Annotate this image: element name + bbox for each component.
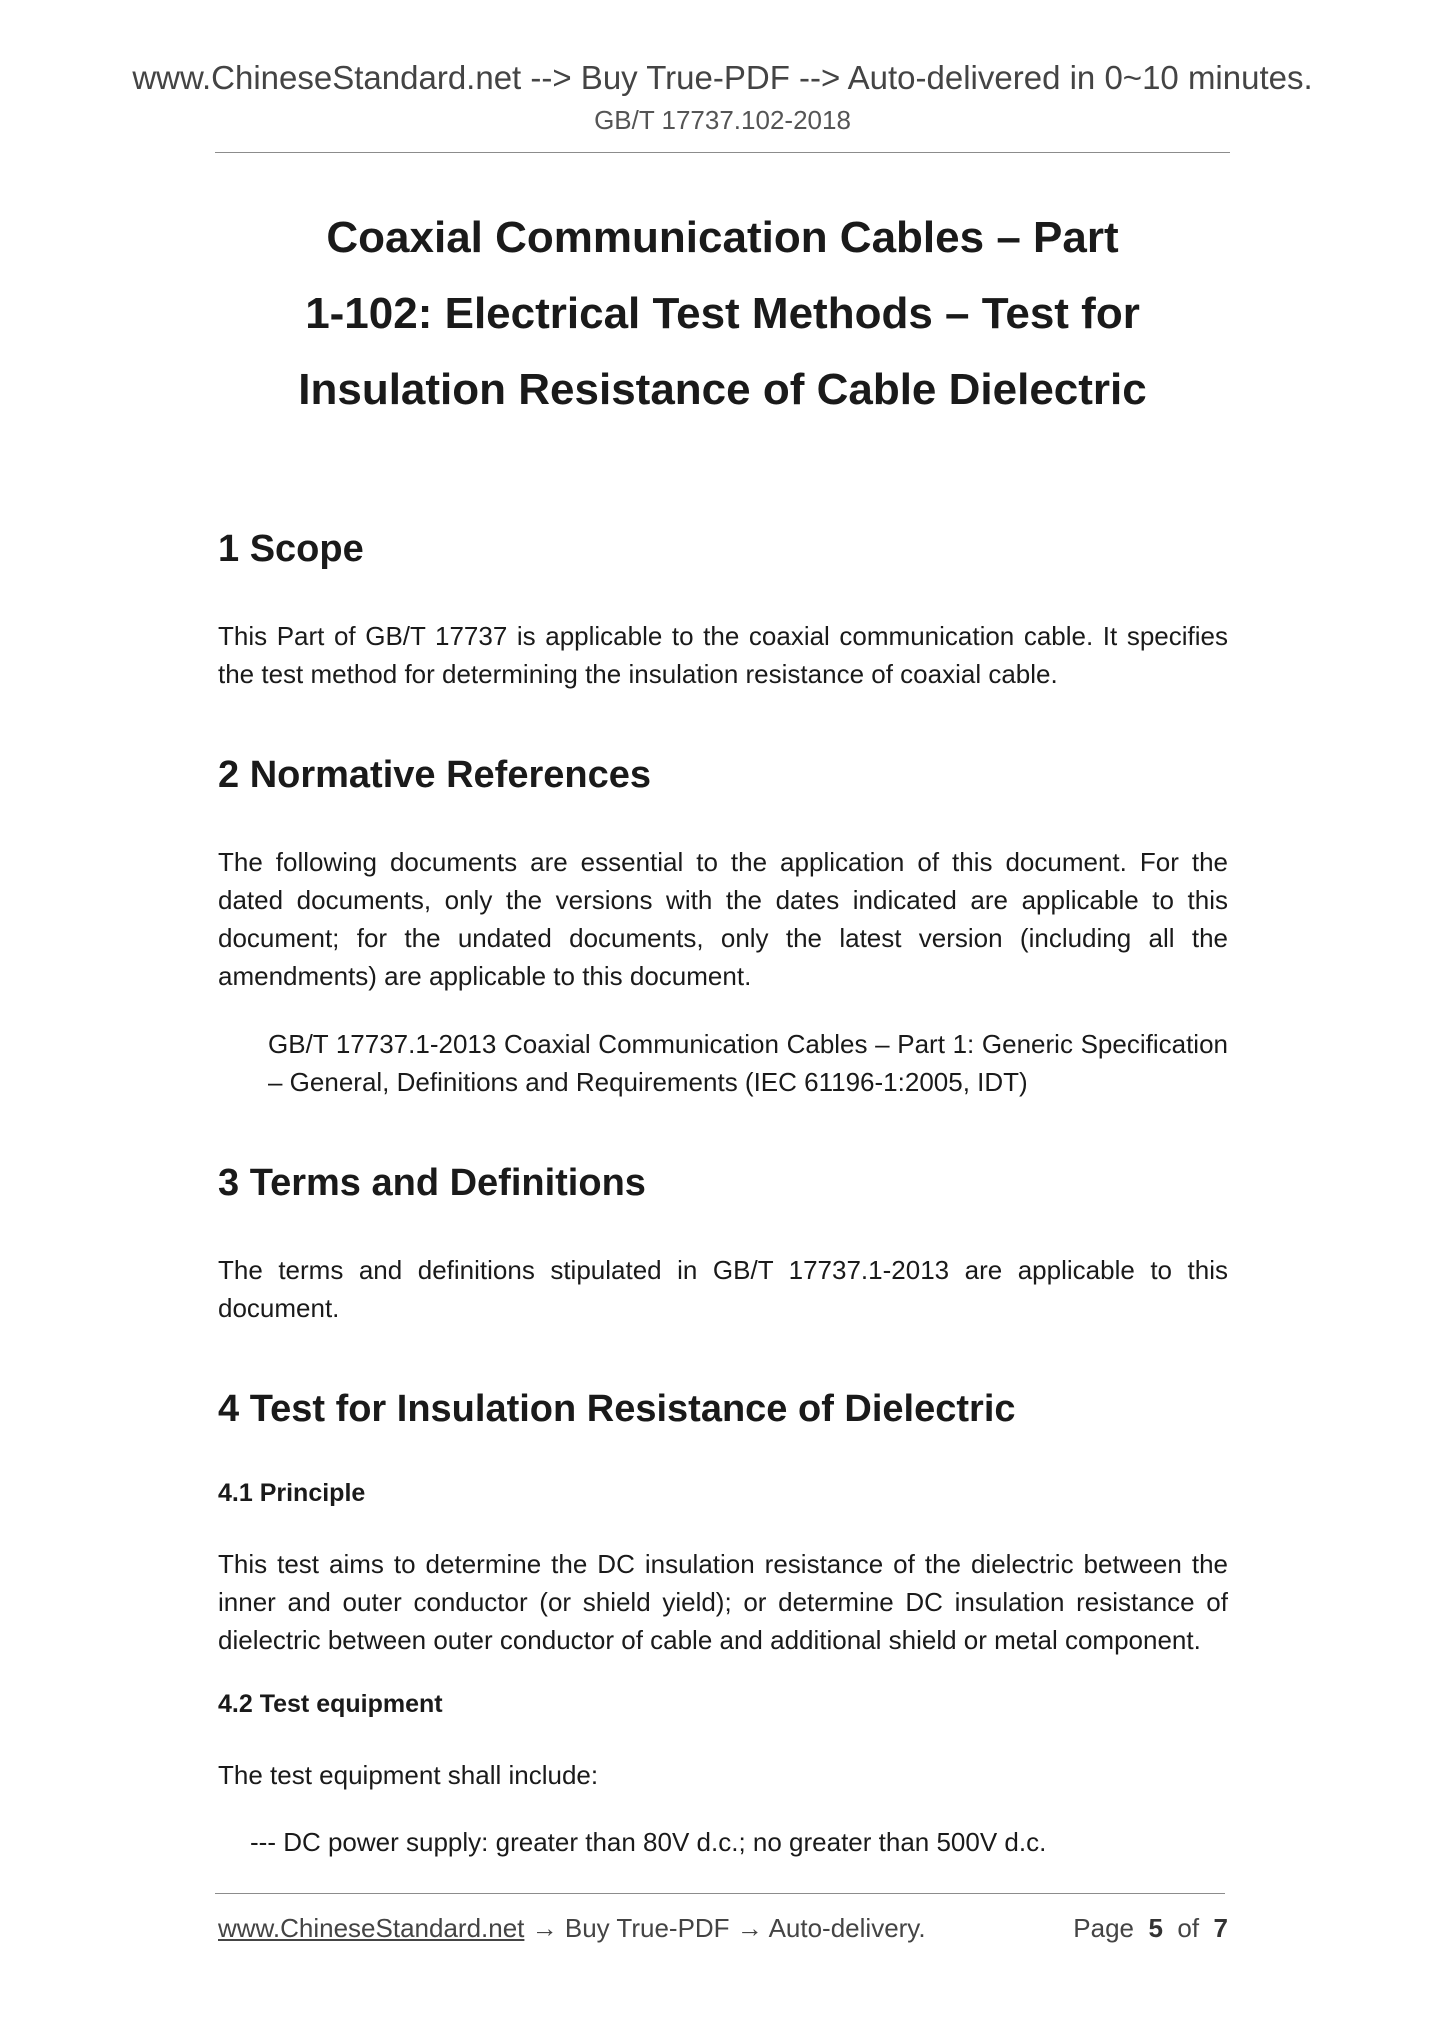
normative-references-heading: 2 Normative References [218,754,651,796]
page-indicator [1073,1912,1228,1944]
title-line-3: Insulation Resistance of Cable Dielectric [298,365,1147,414]
equipment-item: --- DC power supply: greater than 80V d.c.; no greater than 500V d.c. [250,1827,1047,1857]
test-heading: 4 Test for Insulation Resistance of Dielectric [218,1388,1016,1430]
principle-text: This test aims to determine the DC insulation resistance of the dielectric between the inner and outer conductor (or shield yield); or determine DC insulation resistance of dielectric between outer conductor of cable and additional shield or metal component. [218,1549,1228,1655]
header-divider [215,152,1230,153]
title-line-2: 1-102: Electrical Test Methods – Test for [305,289,1140,338]
terms-heading: 3 Terms and Definitions [218,1162,646,1204]
scope-text: This Part of GB/T 17737 is applicable to the coaxial communication cable. It specifies the test method for determining the insulation resistance of coaxial cable. [218,621,1228,689]
header-banner[interactable]: www.ChineseStandard.net --> Buy True-PDF --> Auto-delivered in 0~10 minutes. [132,59,1313,96]
page-total: 7 [1213,1913,1228,1943]
of-label: of [1177,1913,1200,1943]
equipment-heading: 4.2 Test equipment [218,1690,443,1718]
principle-heading: 4.1 Principle [218,1479,366,1507]
scope-heading: 1 Scope [218,528,364,570]
standard-code: GB/T 17737.102-2018 [594,105,851,135]
normative-references-text: The following documents are essential to the application of this document. For the dated documents, only the versions with the dates indicated are applicable to this document; for the undated documents, only the latest version (including all the amendments) are applicable to this document. [218,847,1228,991]
page-label: Page [1073,1913,1135,1943]
footer-promo [218,1912,926,1944]
footer-divider [215,1893,1225,1894]
title-line-1: Coaxial Communication Cables – Part [326,213,1119,262]
terms-text: The terms and definitions stipulated in GB/T 17737.1-2013 are applicable to this document. [218,1255,1228,1323]
page-number: 5 [1148,1913,1163,1943]
document-title [215,200,1230,428]
equipment-intro: The test equipment shall include: [218,1760,599,1790]
footer-link[interactable]: www.ChineseStandard.net [218,1913,525,1943]
footer-tagline: → Buy True-PDF → Auto-delivery. [524,1913,926,1943]
normative-reference-item: GB/T 17737.1-2013 Coaxial Communication Cables – Part 1: Generic Specification – General, Definitions and Requirements (IEC 61196-1:2005, IDT) [268,1029,1228,1097]
